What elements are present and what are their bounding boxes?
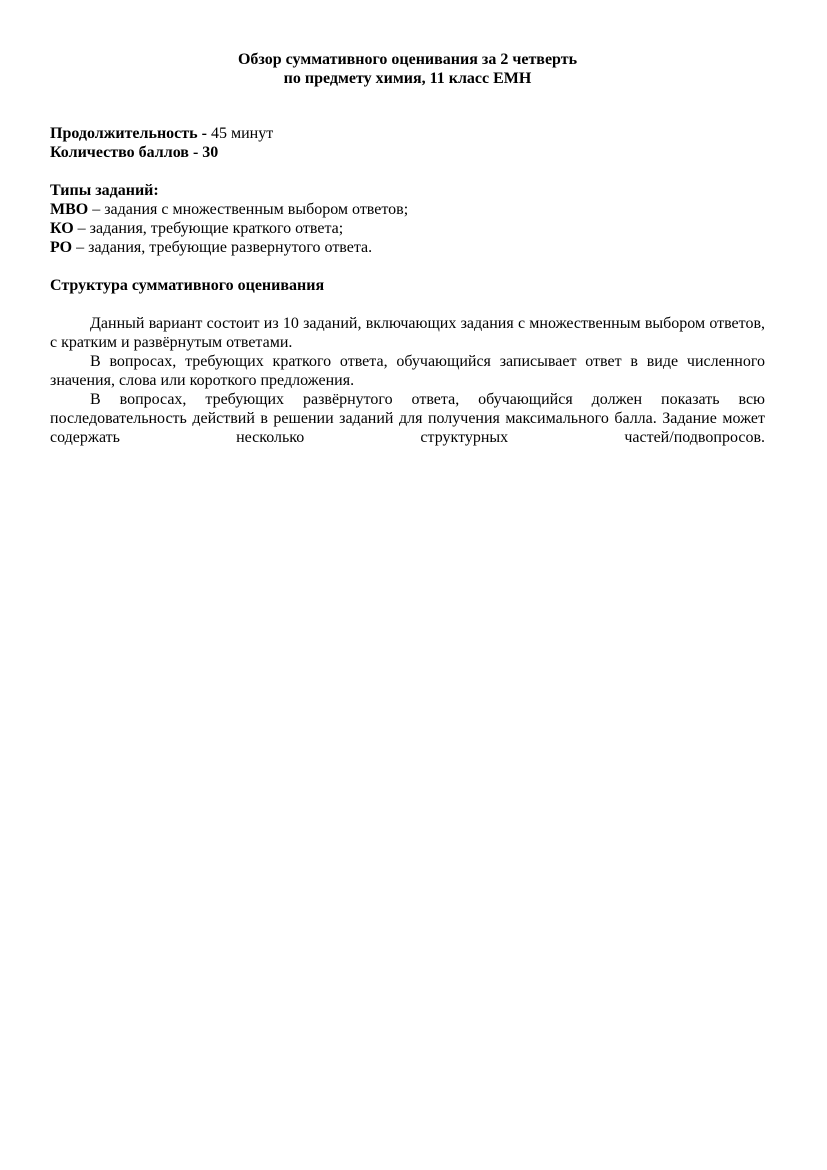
task-type-ro — [50, 238, 765, 257]
structure-heading: Структура суммативного оценивания — [50, 277, 325, 294]
document-title-line-1: Обзор суммативного оценивания за 2 четверть — [237, 51, 578, 68]
task-type-ko — [50, 219, 765, 238]
task-type-ko-desc: – задания, требующие краткого ответа; — [77, 220, 344, 237]
task-type-ko-abbr: КО — [50, 220, 74, 237]
task-type-mvo — [50, 200, 765, 219]
task-type-mvo-desc: – задания с множественным выбором ответов; — [92, 201, 409, 218]
duration-label: Продолжительность - — [50, 125, 207, 142]
document-title — [50, 50, 765, 88]
task-type-mvo-abbr: МВО — [50, 201, 89, 218]
structure-paragraph-1: Данный вариант состоит из 10 заданий, включающих задания с множественным выбором ответов, с кратким и развёрнутым ответами. — [50, 315, 765, 351]
structure-paragraph-3: В вопросах, требующих развёрнутого ответа, обучающийся должен показать всю последовательность действий в решении заданий для получения максимального балла. Задание может содержать несколько структурных частей/подвопросов. — [50, 391, 765, 446]
task-types-heading: Типы заданий: — [50, 182, 159, 199]
structure-paragraph-2: В вопросах, требующих краткого ответа, обучающийся записывает ответ в виде численного значения, слова или короткого предложения. — [50, 353, 765, 389]
document-title-line-2: по предмету химия, 11 класс ЕМН — [283, 70, 532, 87]
task-types-block — [50, 181, 765, 257]
structure-paragraphs — [50, 314, 765, 447]
points-line: Количество баллов - 30 — [50, 144, 219, 161]
meta-block — [50, 124, 765, 162]
duration-line — [50, 124, 765, 143]
task-type-ro-abbr: РО — [50, 239, 73, 256]
duration-value: 45 минут — [210, 125, 274, 142]
task-type-ro-desc: – задания, требующие развернутого ответа. — [76, 239, 373, 256]
